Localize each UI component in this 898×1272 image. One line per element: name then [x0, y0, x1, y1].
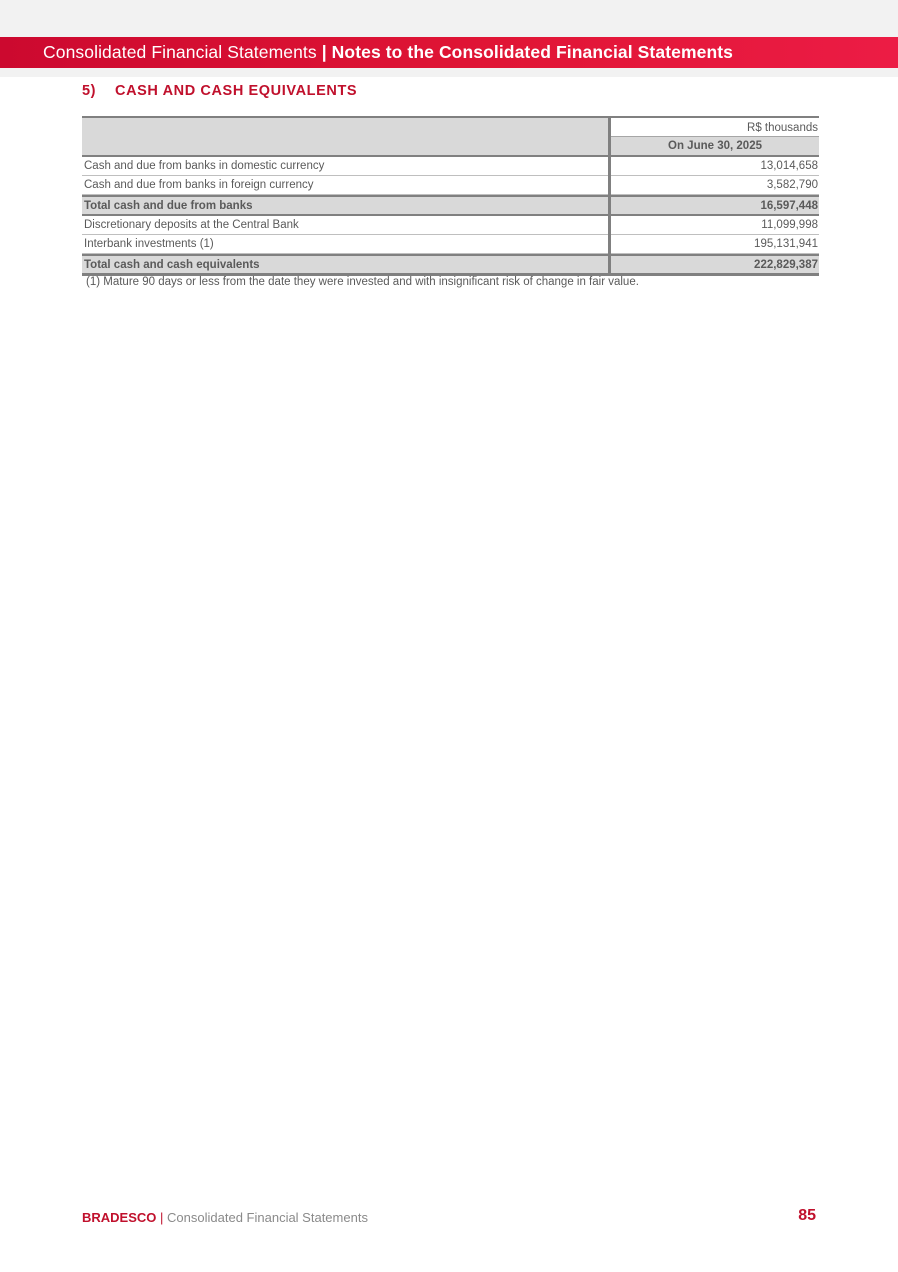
- table-row: [82, 216, 819, 235]
- column-divider: [608, 157, 611, 176]
- subtotal-row: [82, 195, 819, 216]
- row-value: 3,582,790: [766, 179, 818, 191]
- page-header: [43, 42, 733, 63]
- column-divider: [608, 176, 611, 195]
- footer-brand: BRADESCO: [82, 1210, 157, 1225]
- column-divider: [608, 254, 611, 275]
- column-divider: [608, 116, 611, 157]
- note-heading: [82, 83, 357, 99]
- table-row: [82, 176, 819, 195]
- table-row: [82, 235, 819, 254]
- column-divider: [608, 195, 611, 216]
- row-value: 13,014,658: [760, 160, 818, 172]
- row-value: 195,131,941: [754, 238, 818, 250]
- footer-separator: |: [160, 1210, 164, 1225]
- units-label: R$ thousands: [747, 122, 818, 134]
- header-subsection: Notes to the Consolidated Financial Statements: [331, 42, 733, 62]
- note-number: 5): [82, 83, 97, 99]
- row-value: 222,829,387: [754, 259, 818, 271]
- page-number: 85: [798, 1207, 816, 1224]
- column-divider: [608, 216, 611, 235]
- row-label: Cash and due from banks in domestic currency: [84, 160, 325, 172]
- table-row: [82, 157, 819, 176]
- row-label: Total cash and cash equivalents: [84, 259, 260, 271]
- header-separator: |: [321, 42, 327, 62]
- cash-equivalents-table: [82, 116, 819, 276]
- row-label: Discretionary deposits at the Central Bank: [84, 219, 299, 231]
- table-footnote: (1) Mature 90 days or less from the date they were invested and with insignificant risk of change in fair value.: [86, 276, 639, 288]
- header-underband: [0, 68, 898, 77]
- column-divider: [608, 235, 611, 254]
- row-label: Cash and due from banks in foreign currency: [84, 179, 314, 191]
- footer-document-title: Consolidated Financial Statements: [167, 1210, 368, 1225]
- top-band: [0, 0, 898, 37]
- row-value: 16,597,448: [760, 200, 818, 212]
- header-section: Consolidated Financial Statements: [43, 42, 317, 62]
- note-title: CASH AND CASH EQUIVALENTS: [115, 83, 358, 99]
- grand-total-row: [82, 254, 819, 276]
- page-footer: [82, 1210, 368, 1225]
- row-label: Interbank investments (1): [84, 238, 214, 250]
- row-value: 11,099,998: [761, 219, 818, 231]
- table-header: [82, 116, 819, 157]
- period-header: On June 30, 2025: [668, 140, 762, 152]
- row-label: Total cash and due from banks: [84, 200, 253, 212]
